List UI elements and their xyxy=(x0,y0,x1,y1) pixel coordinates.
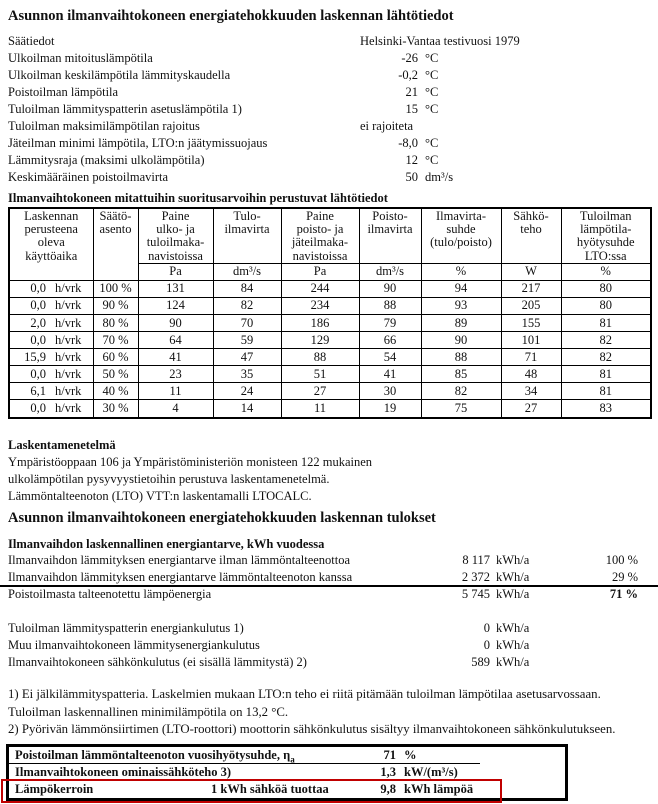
header-line: Tuloilman xyxy=(579,209,632,223)
results-row xyxy=(8,637,650,654)
header-line: Säätö- xyxy=(99,209,132,223)
usage-time-cell xyxy=(9,400,93,418)
result-unit: kWh/a xyxy=(496,570,530,584)
unit-cell: W xyxy=(501,263,561,280)
value-cell: 101 xyxy=(501,332,561,349)
method-line: ulkolämpötilan pysyvyystietoihin perustuva laskentamenetelmä. xyxy=(8,472,330,486)
value-cell: 11 xyxy=(138,383,213,400)
value-cell: 244 xyxy=(281,280,359,297)
header-cell xyxy=(213,208,281,263)
value-cell: 66 xyxy=(359,332,421,349)
method-section xyxy=(8,437,372,505)
header-cell xyxy=(138,208,213,263)
summary-row xyxy=(9,747,565,764)
value-cell: 54 xyxy=(359,349,421,366)
value-cell: 81 xyxy=(561,315,651,332)
result-percent xyxy=(562,637,650,654)
value-cell: 234 xyxy=(281,297,359,314)
table-row xyxy=(9,332,651,349)
result-unit: kWh/a xyxy=(496,638,530,652)
header-line: lämpötila- xyxy=(580,222,632,237)
info-label: Tuloilman maksimilämpötilan rajoitus xyxy=(8,119,200,133)
weather-info xyxy=(8,33,650,186)
value-cell: 27 xyxy=(281,383,359,400)
results-divider-line xyxy=(0,585,658,587)
summary-unit: kWh lämpöä xyxy=(404,782,474,796)
measured-table-head xyxy=(9,208,651,280)
header-line: teho xyxy=(520,222,542,237)
usage-hours-unit: h/vrk xyxy=(55,383,82,398)
value-cell: 81 xyxy=(561,383,651,400)
result-percent xyxy=(562,654,650,671)
usage-time-cell xyxy=(9,383,93,400)
header-line: poisto- ja xyxy=(296,222,344,237)
value-cell: 80 xyxy=(561,297,651,314)
footnotes xyxy=(8,686,656,739)
setting-cell: 60 % xyxy=(93,349,138,366)
setting-cell: 50 % xyxy=(93,366,138,383)
results-title: Asunnon ilmanvaihtokoneen energiatehokkuuden laskennan tulokset xyxy=(8,510,436,526)
table-row xyxy=(9,280,651,297)
header-line: ilmavirta xyxy=(224,222,270,237)
header-cell xyxy=(421,208,501,263)
value-cell: 24 xyxy=(213,383,281,400)
table-row xyxy=(9,297,651,314)
usage-hours: 6,1 xyxy=(30,383,46,398)
value-cell: 70 xyxy=(213,315,281,332)
header-cell xyxy=(561,208,651,263)
header-line: perusteena xyxy=(24,222,78,237)
value-cell: 129 xyxy=(281,332,359,349)
usage-hours-unit: h/vrk xyxy=(55,332,82,347)
summary-value: 1,3 xyxy=(380,765,396,779)
value-cell: 82 xyxy=(213,297,281,314)
result-label: Ilmanvaihdon lämmityksen energiantarve lämmöntalteenoton kanssa xyxy=(8,570,353,584)
method-line: Lämmöntalteenoton (LTO) VTT:n laskentamalli LTOCALC. xyxy=(8,489,312,503)
header-cell xyxy=(359,208,421,263)
unit-cell: dm³/s xyxy=(359,263,421,280)
value-cell: 27 xyxy=(501,400,561,418)
unit-cell: % xyxy=(421,263,501,280)
value-cell: 90 xyxy=(138,315,213,332)
setting-cell: 40 % xyxy=(93,383,138,400)
result-label: Ilmanvaihtokoneen sähkönkulutus (ei sisällä lämmitystä) 2) xyxy=(8,655,307,669)
value-cell: 41 xyxy=(359,366,421,383)
header-cell xyxy=(9,208,93,280)
usage-hours: 2,0 xyxy=(30,315,46,330)
header-line: LTO:ssa xyxy=(584,248,627,263)
result-value: 0 xyxy=(483,621,490,635)
unit-cell: Pa xyxy=(281,263,359,280)
info-value: -0,2 xyxy=(398,68,418,82)
value-cell: 82 xyxy=(561,332,651,349)
info-value: -8,0 xyxy=(398,136,418,150)
info-label: Jäteilman minimi lämpötila, LTO:n jäätymissuojaus xyxy=(8,136,268,150)
result-percent: 71 % xyxy=(609,587,638,601)
summary-label: Lämpökerroin xyxy=(15,782,94,796)
header-line: Poisto- xyxy=(372,209,408,223)
usage-time-cell xyxy=(9,280,93,297)
usage-hours-unit: h/vrk xyxy=(55,366,82,381)
value-cell: 155 xyxy=(501,315,561,332)
header-line: Tulo- xyxy=(233,209,261,223)
table-row xyxy=(9,315,651,332)
value-cell: 88 xyxy=(421,349,501,366)
value-cell: 82 xyxy=(421,383,501,400)
header-line: Paine xyxy=(161,209,190,223)
value-cell: 34 xyxy=(501,383,561,400)
unit-cell: % xyxy=(561,263,651,280)
setting-cell: 30 % xyxy=(93,400,138,418)
summary-mid-text: 1 kWh sähköä tuottaa xyxy=(211,782,329,796)
info-label: Poistoilman lämpötila xyxy=(8,85,119,99)
value-cell: 64 xyxy=(138,332,213,349)
value-cell: 89 xyxy=(421,315,501,332)
table-row xyxy=(9,383,651,400)
result-unit: kWh/a xyxy=(496,621,530,635)
setting-cell: 70 % xyxy=(93,332,138,349)
header-line: oleva xyxy=(37,235,65,250)
value-cell: 217 xyxy=(501,280,561,297)
result-unit: kWh/a xyxy=(496,587,530,601)
header-line: (tulo/poisto) xyxy=(430,235,492,250)
info-unit: °C xyxy=(425,136,439,150)
value-cell: 83 xyxy=(561,400,651,418)
header-line: asento xyxy=(99,222,132,237)
value-cell: 88 xyxy=(359,297,421,314)
info-value: 50 xyxy=(405,170,418,184)
results-spacer xyxy=(8,603,650,620)
result-label: Tuloilman lämmityspatterin energiankulutus 1) xyxy=(8,621,244,635)
value-cell: 71 xyxy=(501,349,561,366)
value-cell: 47 xyxy=(213,349,281,366)
unit-cell: Pa xyxy=(138,263,213,280)
footnote-line: 2) Pyörivän lämmönsiirtimen (LTO-roottori) moottorin sähkönkulutus sisältyy ilmanvaihtokoneen sähkönkulutukseen. xyxy=(8,722,616,736)
footnote-line: Tuloilman laskennallinen minimilämpötila on 13,2 °C. xyxy=(8,704,289,719)
value-cell: 85 xyxy=(421,366,501,383)
info-text-value: ei rajoiteta xyxy=(360,119,414,133)
usage-time-cell xyxy=(9,349,93,366)
header-line: suhde xyxy=(446,222,476,237)
usage-hours: 0,0 xyxy=(30,281,46,296)
value-cell: 51 xyxy=(281,366,359,383)
result-label: Poistoilmasta talteenotettu lämpöenergia xyxy=(8,587,212,601)
value-cell: 90 xyxy=(359,280,421,297)
method-line: Ympäristöoppaan 106 ja Ympäristöministeriön monisteen 122 mukainen xyxy=(8,455,373,469)
info-label: Säätiedot xyxy=(8,34,55,48)
result-value: 0 xyxy=(483,638,490,652)
result-label: Ilmanvaihdon lämmityksen energiantarve ilman lämmöntalteenottoa xyxy=(8,553,351,567)
value-cell: 90 xyxy=(421,332,501,349)
usage-hours: 0,0 xyxy=(30,332,46,347)
usage-time-cell xyxy=(9,315,93,332)
usage-time-cell xyxy=(9,297,93,314)
value-cell: 19 xyxy=(359,400,421,418)
info-label: Tuloilman lämmityspatterin asetuslämpötila 1) xyxy=(8,102,242,116)
info-value: 12 xyxy=(405,153,418,167)
value-cell: 124 xyxy=(138,297,213,314)
footnote-line: 1) Ei jälkilämmityspatteria. Laskelmien mukaan LTO:n teho ei riitä pitämään tuloilman lämpötilaa asetusarvossaan. xyxy=(8,687,601,701)
usage-hours: 15,9 xyxy=(24,349,46,364)
header-line: navistoissa xyxy=(292,248,348,263)
info-unit: dm³/s xyxy=(425,170,454,184)
info-value: 21 xyxy=(405,85,418,99)
table-row xyxy=(9,349,651,366)
header-line: Ilmavirta- xyxy=(436,209,486,223)
value-cell: 11 xyxy=(281,400,359,418)
header-cell xyxy=(501,208,561,263)
header-line: Laskennan xyxy=(24,209,79,223)
measured-table-body xyxy=(9,280,651,417)
header-line: ilmavirta xyxy=(367,222,413,237)
measured-table-title: Ilmanvaihtokoneen mitattuihin suoritusarvoihin perustuvat lähtötiedot xyxy=(8,191,388,205)
value-cell: 81 xyxy=(561,366,651,383)
result-value: 2 372 xyxy=(461,570,490,584)
measured-table xyxy=(8,207,652,419)
summary-label: Poistoilman lämmöntalteenoton vuosihyötysuhde, $\eta_a$ xyxy=(15,748,295,765)
summary-label-subscript: a xyxy=(290,754,295,765)
value-cell: 131 xyxy=(138,280,213,297)
weather-row xyxy=(8,152,650,169)
value-cell: 79 xyxy=(359,315,421,332)
value-cell: 4 xyxy=(138,400,213,418)
value-cell: 205 xyxy=(501,297,561,314)
usage-hours-unit: h/vrk xyxy=(55,281,82,296)
info-text-value: Helsinki-Vantaa testivuosi 1979 xyxy=(360,34,520,48)
value-cell: 35 xyxy=(213,366,281,383)
header-line: käyttöaika xyxy=(25,248,78,263)
results-row xyxy=(8,586,650,603)
header-line: navistoissa xyxy=(148,248,203,263)
result-value: 589 xyxy=(471,655,490,669)
usage-hours: 0,0 xyxy=(30,298,46,313)
result-unit: kWh/a xyxy=(496,553,530,567)
weather-row xyxy=(8,50,650,67)
usage-hours: 0,0 xyxy=(30,401,46,416)
info-label: Keskimääräinen poistoilmavirta xyxy=(8,170,169,184)
setting-cell: 80 % xyxy=(93,315,138,332)
weather-row xyxy=(8,67,650,84)
results-rows xyxy=(8,552,650,671)
value-cell: 23 xyxy=(138,366,213,383)
info-value: -26 xyxy=(401,51,418,65)
usage-time-cell xyxy=(9,366,93,383)
usage-hours-unit: h/vrk xyxy=(55,401,82,416)
value-cell: 14 xyxy=(213,400,281,418)
header-cell xyxy=(281,208,359,263)
summary-row xyxy=(9,764,565,781)
value-cell: 82 xyxy=(561,349,651,366)
value-cell: 75 xyxy=(421,400,501,418)
header-row xyxy=(9,208,651,263)
unit-cell: dm³/s xyxy=(213,263,281,280)
usage-hours-unit: h/vrk xyxy=(55,315,82,330)
value-cell: 84 xyxy=(213,280,281,297)
value-cell: 186 xyxy=(281,315,359,332)
header-line: Paine xyxy=(306,209,334,223)
usage-hours-unit: h/vrk xyxy=(55,349,82,364)
info-unit: °C xyxy=(425,68,439,82)
summary-value: 71 xyxy=(383,748,396,762)
setting-cell: 90 % xyxy=(93,297,138,314)
table-row xyxy=(9,366,651,383)
weather-row xyxy=(8,169,650,186)
summary-unit: kW/(m³/s) xyxy=(404,765,458,779)
summary-unit: % xyxy=(404,748,417,762)
result-unit: kWh/a xyxy=(496,655,530,669)
result-percent: 100 % xyxy=(605,553,638,567)
summary-label: Ilmanvaihtokoneen ominaissähköteho 3) xyxy=(15,765,232,779)
header-cell xyxy=(93,208,138,280)
results-row xyxy=(8,620,650,637)
result-percent xyxy=(562,620,650,637)
usage-time-cell xyxy=(9,332,93,349)
info-unit: °C xyxy=(425,51,439,65)
info-value: 15 xyxy=(405,102,418,116)
weather-row xyxy=(8,118,650,135)
result-label: Muu ilmanvaihtokoneen lämmitysenergiankulutus xyxy=(8,638,260,652)
header-line: Sähkö- xyxy=(513,209,549,223)
value-cell: 30 xyxy=(359,383,421,400)
summary-row-heat-factor xyxy=(9,781,565,798)
weather-row xyxy=(8,33,650,50)
header-line: hyötysuhde xyxy=(576,235,635,250)
results-row xyxy=(8,654,650,671)
weather-row xyxy=(8,84,650,101)
weather-row xyxy=(8,101,650,118)
info-label: Lämmitysraja (maksimi ulkolämpötila) xyxy=(8,153,205,167)
header-line: tuloilmaka- xyxy=(146,235,205,250)
setting-cell: 100 % xyxy=(93,280,138,297)
summary-box-underline xyxy=(6,763,480,764)
weather-row xyxy=(8,135,650,152)
value-cell: 59 xyxy=(213,332,281,349)
results-row xyxy=(8,569,650,586)
inputs-title: Asunnon ilmanvaihtokoneen energiatehokkuuden laskennan lähtötiedot xyxy=(8,8,454,24)
summary-box xyxy=(6,744,568,801)
result-value: 8 117 xyxy=(462,553,490,567)
info-unit: °C xyxy=(425,102,439,116)
value-cell: 94 xyxy=(421,280,501,297)
info-unit: °C xyxy=(425,153,439,167)
value-cell: 41 xyxy=(138,349,213,366)
info-label: Ulkoilman mitoituslämpötila xyxy=(8,51,153,65)
results-subtitle: Ilmanvaihdon laskennallinen energiantarve, kWh vuodessa xyxy=(8,537,325,551)
value-cell: 93 xyxy=(421,297,501,314)
results-row xyxy=(8,552,650,569)
header-line: ulko- ja xyxy=(156,222,195,237)
value-cell: 80 xyxy=(561,280,651,297)
value-cell: 48 xyxy=(501,366,561,383)
summary-value: 9,8 xyxy=(380,782,396,796)
result-percent: 29 % xyxy=(611,570,638,584)
usage-hours-unit: h/vrk xyxy=(55,298,82,313)
table-row xyxy=(9,400,651,418)
info-label: Ulkoilman keskilämpötila lämmityskaudella xyxy=(8,68,231,82)
header-line: jäteilmaka- xyxy=(291,235,349,250)
usage-hours: 0,0 xyxy=(30,366,46,381)
result-value: 5 745 xyxy=(461,587,490,601)
value-cell: 88 xyxy=(281,349,359,366)
info-unit: °C xyxy=(425,85,439,99)
method-title: Laskentamenetelmä xyxy=(8,438,116,452)
